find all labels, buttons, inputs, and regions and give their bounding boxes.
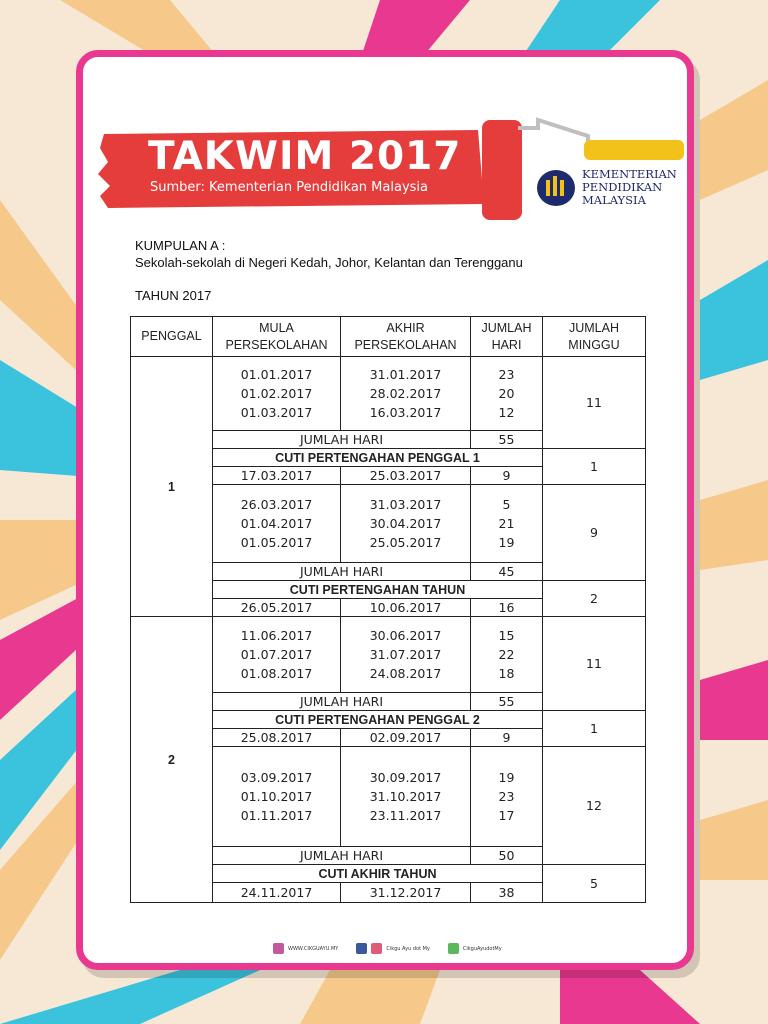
p1-b1-mula: 01.01.2017 01.02.2017 01.03.2017 [213,357,341,431]
source-subtitle: Sumber: Kementerian Pendidikan Malaysia [150,180,428,195]
p2-c2-mula: 24.11.2017 [213,883,341,903]
page-title: TAKWIM 2017 [148,134,462,179]
p2-c1-label: CUTI PERTENGAHAN PENGGAL 2 [213,711,543,729]
p1-b1-akhir: 31.01.2017 28.02.2017 16.03.2017 [341,357,471,431]
logo-line-1: KEMENTERIAN [582,167,677,181]
group-description: Sekolah-sekolah di Negeri Kedah, Johor, Kelantan dan Terengganu [135,255,523,270]
header-akhir: AKHIR PERSEKOLAHAN [341,317,471,357]
p2-c1-hari: 9 [471,729,543,747]
table-row [131,617,646,693]
instagram-icon [371,943,382,954]
p1-b1-hari: 23 20 12 [471,357,543,431]
p2-b1-minggu: 11 [543,617,646,711]
jumlah-hari-label: JUMLAH HARI [213,431,471,449]
p1-c2-label: CUTI PERTENGAHAN TAHUN [213,581,543,599]
calendar-table [130,316,646,903]
p1-b2-hari: 5 21 19 [471,485,543,563]
p2-c1-mula: 25.08.2017 [213,729,341,747]
p2-c2-hari: 38 [471,883,543,903]
p1-c1-minggu: 1 [543,449,646,485]
p2-c1-minggu: 1 [543,711,646,747]
facebook-icon [356,943,367,954]
p1-c1-mula: 17.03.2017 [213,467,341,485]
p1-c2-akhir: 10.06.2017 [341,599,471,617]
p2-b1-hari: 15 22 18 [471,617,543,693]
p1-b2-total: 45 [471,563,543,581]
group-label: KUMPULAN A : [135,238,226,253]
jumlah-hari-label: JUMLAH HARI [213,693,471,711]
jumlah-hari-label: JUMLAH HARI [213,847,471,865]
p2-b1-total: 55 [471,693,543,711]
p1-c1-hari: 9 [471,467,543,485]
p1-c1-label: CUTI PERTENGAHAN PENGGAL 1 [213,449,543,467]
p2-b2-akhir: 30.09.2017 31.10.2017 23.11.2017 [341,747,471,847]
penggal-2-label: 2 [131,617,213,903]
logo-line-3: MALAYSIA [582,193,646,207]
jumlah-hari-label: JUMLAH HARI [213,563,471,581]
p1-b1-minggu: 11 [543,357,646,449]
header-jumlah-hari: JUMLAH HARI [471,317,543,357]
p2-b2-minggu: 12 [543,747,646,865]
website-icon [273,943,284,954]
p1-c2-mula: 26.05.2017 [213,599,341,617]
header-penggal: PENGGAL [131,317,213,357]
p1-b2-akhir: 31.03.2017 30.04.2017 25.05.2017 [341,485,471,563]
p2-b2-mula: 03.09.2017 01.10.2017 01.11.2017 [213,747,341,847]
year-label: TAHUN 2017 [135,288,212,303]
p1-b2-mula: 26.03.2017 01.04.2017 01.05.2017 [213,485,341,563]
footer-website: WWW.CIKGUAYU.MY [288,945,339,952]
footer-facebook: Cikgu Ayu dot My [386,945,430,952]
p1-c1-akhir: 25.03.2017 [341,467,471,485]
p2-b1-akhir: 30.06.2017 31.07.2017 24.08.2017 [341,617,471,693]
kpm-logo-text [582,168,677,207]
p2-c1-akhir: 02.09.2017 [341,729,471,747]
table-header-row [131,317,646,357]
p2-c2-akhir: 31.12.2017 [341,883,471,903]
p2-b1-mula: 11.06.2017 01.07.2017 01.08.2017 [213,617,341,693]
p2-b2-hari: 19 23 17 [471,747,543,847]
p1-c2-hari: 16 [471,599,543,617]
phone-icon [448,943,459,954]
p2-b2-total: 50 [471,847,543,865]
penggal-1-label: 1 [131,357,213,617]
header-jumlah-minggu: JUMLAH MINGGU [543,317,646,357]
p1-c2-minggu: 2 [543,581,646,617]
p2-c2-minggu: 5 [543,865,646,903]
footer-phone: CikguAyudotMy [462,945,502,952]
p1-b2-minggu: 9 [543,485,646,581]
logo-line-2: PENDIDIKAN [582,180,663,194]
p1-b1-total: 55 [471,431,543,449]
footer-bar [273,943,502,954]
header-mula: MULA PERSEKOLAHAN [213,317,341,357]
table-row [131,357,646,431]
p2-c2-label: CUTI AKHIR TAHUN [213,865,543,883]
